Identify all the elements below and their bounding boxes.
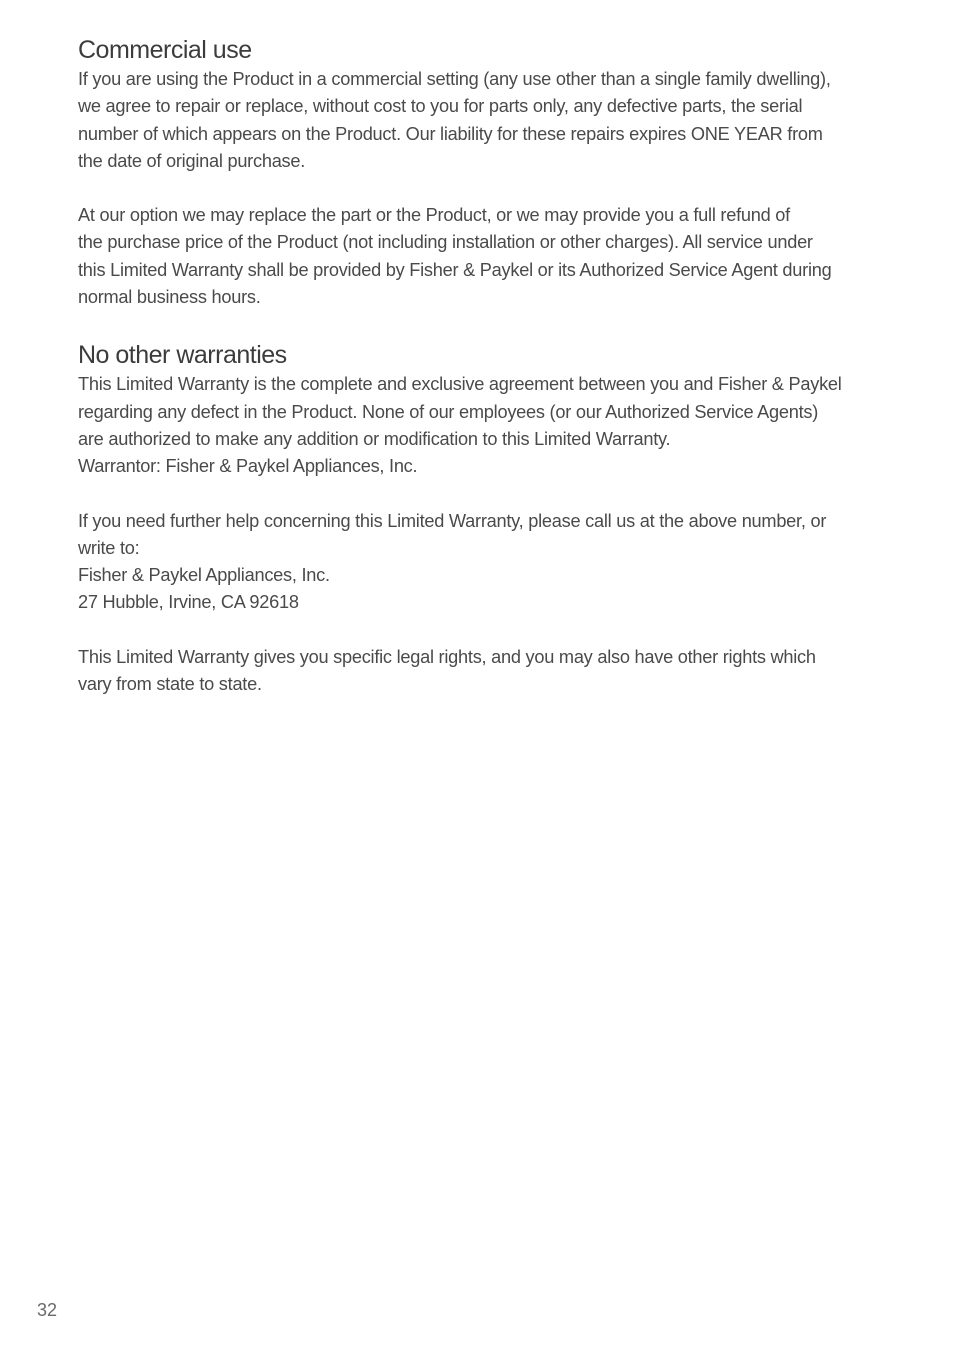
text-line: number of which appears on the Product. Our liability for these repairs expires ONE YEAR from <box>78 123 823 144</box>
paragraph-spacer <box>78 481 908 508</box>
page-number: 32 <box>37 1300 58 1320</box>
paragraph-legal-rights <box>78 644 908 699</box>
text-line: 27 Hubble, Irvine, CA 92618 <box>78 592 299 613</box>
section-heading-commercial-use: Commercial use <box>78 36 252 64</box>
paragraph-commercial-use-terms <box>78 66 908 175</box>
text-line: write to: <box>78 537 140 558</box>
text-line: If you need further help concerning this Limited Warranty, please call us at the above number, or <box>78 510 827 531</box>
paragraph-service-options <box>78 202 908 311</box>
paragraph-exclusive-agreement <box>78 371 908 480</box>
text-line: regarding any defect in the Product. None of our employees (or our Authorized Service Agents) <box>78 401 819 422</box>
paragraph-spacer <box>78 617 908 644</box>
text-line: are authorized to make any addition or modification to this Limited Warranty. <box>78 428 671 449</box>
text-line: the date of original purchase. <box>78 150 306 171</box>
section-heading-no-other-warranties: No other warranties <box>78 341 287 370</box>
text-line: vary from state to state. <box>78 674 262 695</box>
text-line: Warrantor: Fisher & Paykel Appliances, Inc. <box>78 456 418 477</box>
text-line: This Limited Warranty is the complete and exclusive agreement between you and Fisher & Paykel <box>78 374 842 395</box>
paragraph-spacer <box>78 175 908 202</box>
document-body <box>78 34 908 698</box>
text-line: normal business hours. <box>78 287 261 308</box>
text-line: we agree to repair or replace, without cost to you for parts only, any defective parts, the serial <box>78 96 803 117</box>
paragraph-contact-address <box>78 508 908 617</box>
text-line: Fisher & Paykel Appliances, Inc. <box>78 565 330 586</box>
text-line: At our option we may replace the part or the Product, or we may provide you a full refund of <box>78 205 790 226</box>
text-line: This Limited Warranty gives you specific legal rights, and you may also have other rights which <box>78 646 816 667</box>
section-spacer <box>78 311 908 339</box>
text-line: If you are using the Product in a commercial setting (any use other than a single family dwelling), <box>78 69 831 89</box>
text-line: the purchase price of the Product (not including installation or other charges). All service under <box>78 232 813 253</box>
text-line: this Limited Warranty shall be provided by Fisher & Paykel or its Authorized Service Agent during <box>78 259 832 280</box>
